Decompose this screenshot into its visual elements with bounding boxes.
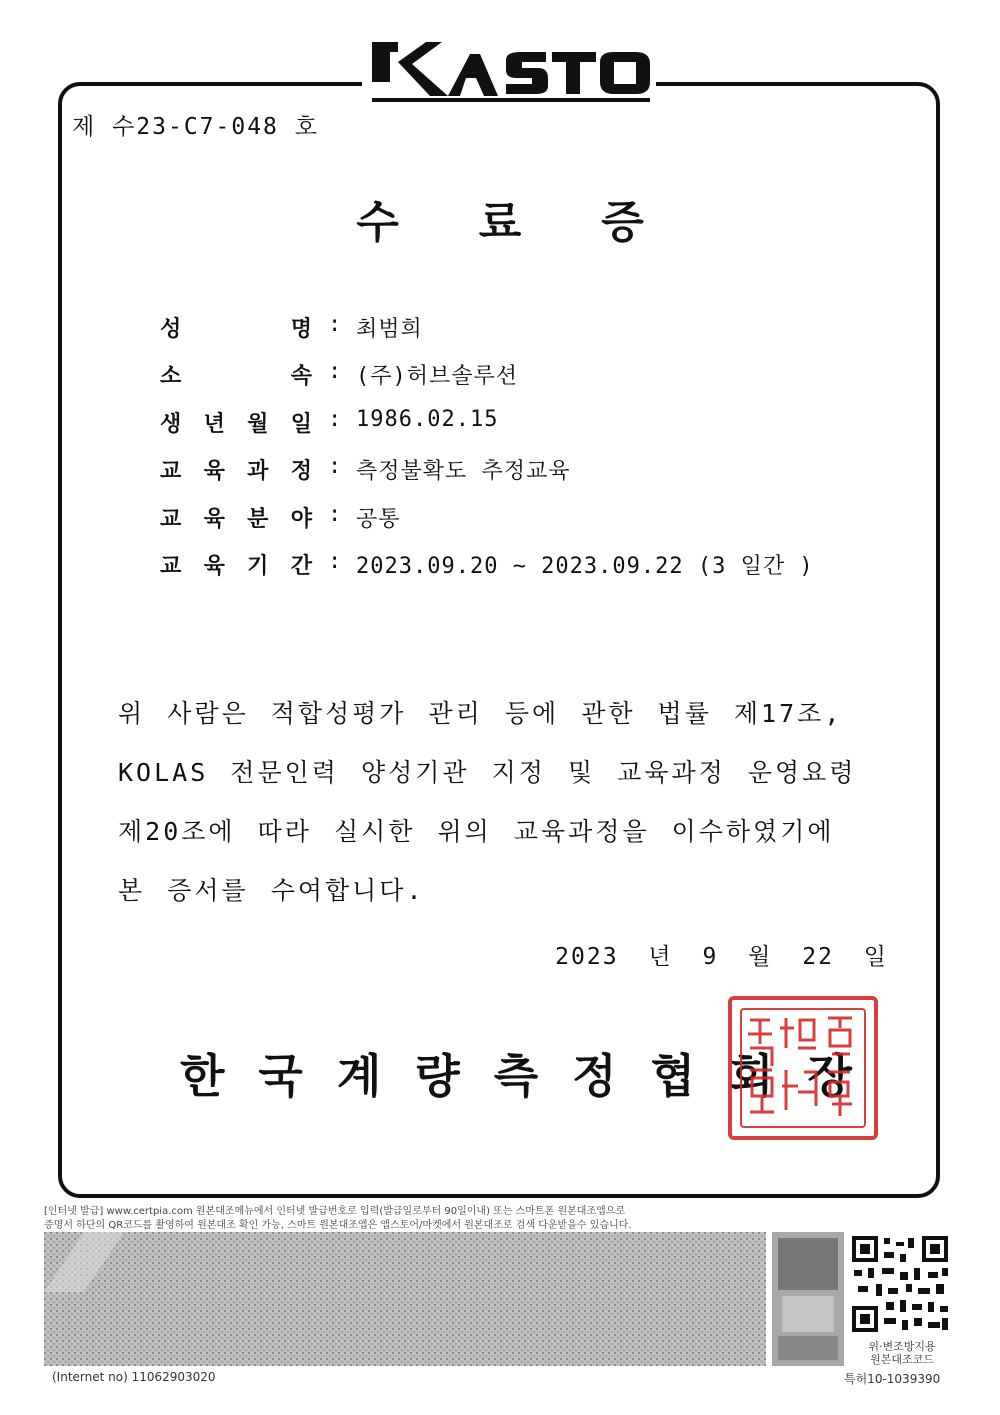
notice-line: [인터넷 발급] www.certpia.com 원본대조메뉴에서 인터넷 발급번호로 입력(발급일로부터 90일이내) 또는 스마트폰 원본대조앱으로 <box>44 1206 626 1217</box>
label-char: 야 <box>290 507 312 532</box>
label-char: 정 <box>290 459 312 484</box>
birth-date-colon: : <box>328 407 342 432</box>
birth-date-value: 1986.02.15 <box>356 407 499 432</box>
period-value: 2023.09.20 ~ 2023.09.22 (3 일간 ) <box>356 554 814 579</box>
field-label <box>160 502 312 533</box>
birth-date-label <box>160 407 312 438</box>
label-char: 성 <box>160 317 182 342</box>
label-char: 분 <box>247 507 269 532</box>
anti-forgery-pattern <box>44 1232 766 1366</box>
label-char: 간 <box>290 554 312 579</box>
course-colon: : <box>328 454 342 479</box>
period-label <box>160 549 312 580</box>
name-value: 최범희 <box>356 317 423 342</box>
certificate-number: 제 수23-C7-048 호 <box>72 114 319 140</box>
patent-number: 특허10-1039390 <box>844 1372 941 1386</box>
statement-line: 제20조에 따라 실시한 위의 교육과정을 이수하였기에 <box>118 817 835 846</box>
qr-caption-line: 원본대조코드 <box>870 1353 934 1366</box>
label-char: 소 <box>160 364 182 389</box>
affiliation-label <box>160 359 312 390</box>
kasto-logo <box>362 32 656 108</box>
verification-notice <box>44 1205 944 1233</box>
field-value: 공통 <box>356 507 401 532</box>
certificate-title: 수료증 <box>356 197 724 248</box>
affiliation-colon: : <box>328 359 342 384</box>
label-char: 명 <box>290 317 312 342</box>
statement-line: 본 증서를 수여합니다. <box>118 876 425 905</box>
label-char: 교 <box>160 507 182 532</box>
qr-code[interactable] <box>848 1232 952 1336</box>
label-char: 기 <box>247 554 269 579</box>
qr-caption <box>842 1340 962 1366</box>
issuer-name: 한국계량측정협회장 <box>180 1049 886 1103</box>
period-colon: : <box>328 549 342 574</box>
label-char: 년 <box>203 412 225 437</box>
statement-line: KOLAS 전문인력 양성기관 지정 및 교육과정 운영요령 <box>118 758 857 787</box>
field-colon: : <box>328 502 342 527</box>
issue-date: 2023 년 9 월 22 일 <box>555 944 888 970</box>
certification-statement <box>118 684 908 920</box>
notice-line: 증명서 하단의 QR코드를 촬영하여 원본대조 확인 가능, 스마트 원본대조앱은 앱스토어/마켓에서 원본대조로 검색 다운받을수 있습니다. <box>44 1220 632 1231</box>
label-char: 속 <box>290 364 312 389</box>
name-label <box>160 312 312 343</box>
label-char: 육 <box>203 507 225 532</box>
statement-line: 위 사람은 적합성평가 관리 등에 관한 법률 제17조, <box>118 699 843 728</box>
official-seal <box>728 996 878 1140</box>
label-char: 교 <box>160 554 182 579</box>
label-char: 육 <box>203 554 225 579</box>
course-label <box>160 454 312 485</box>
label-char: 생 <box>160 412 182 437</box>
barcode-panel <box>772 1232 844 1366</box>
label-char: 과 <box>247 459 269 484</box>
photo-area <box>724 300 884 404</box>
label-char: 교 <box>160 459 182 484</box>
internet-number: (Internet no) 11062903020 <box>52 1370 216 1384</box>
label-char: 일 <box>290 412 312 437</box>
qr-caption-line: 위·변조방지용 <box>868 1340 936 1353</box>
label-char: 월 <box>247 412 269 437</box>
label-char: 육 <box>203 459 225 484</box>
course-value: 측정불확도 추정교육 <box>356 459 571 484</box>
name-colon: : <box>328 312 342 337</box>
affiliation-value: (주)허브솔루션 <box>356 364 519 389</box>
